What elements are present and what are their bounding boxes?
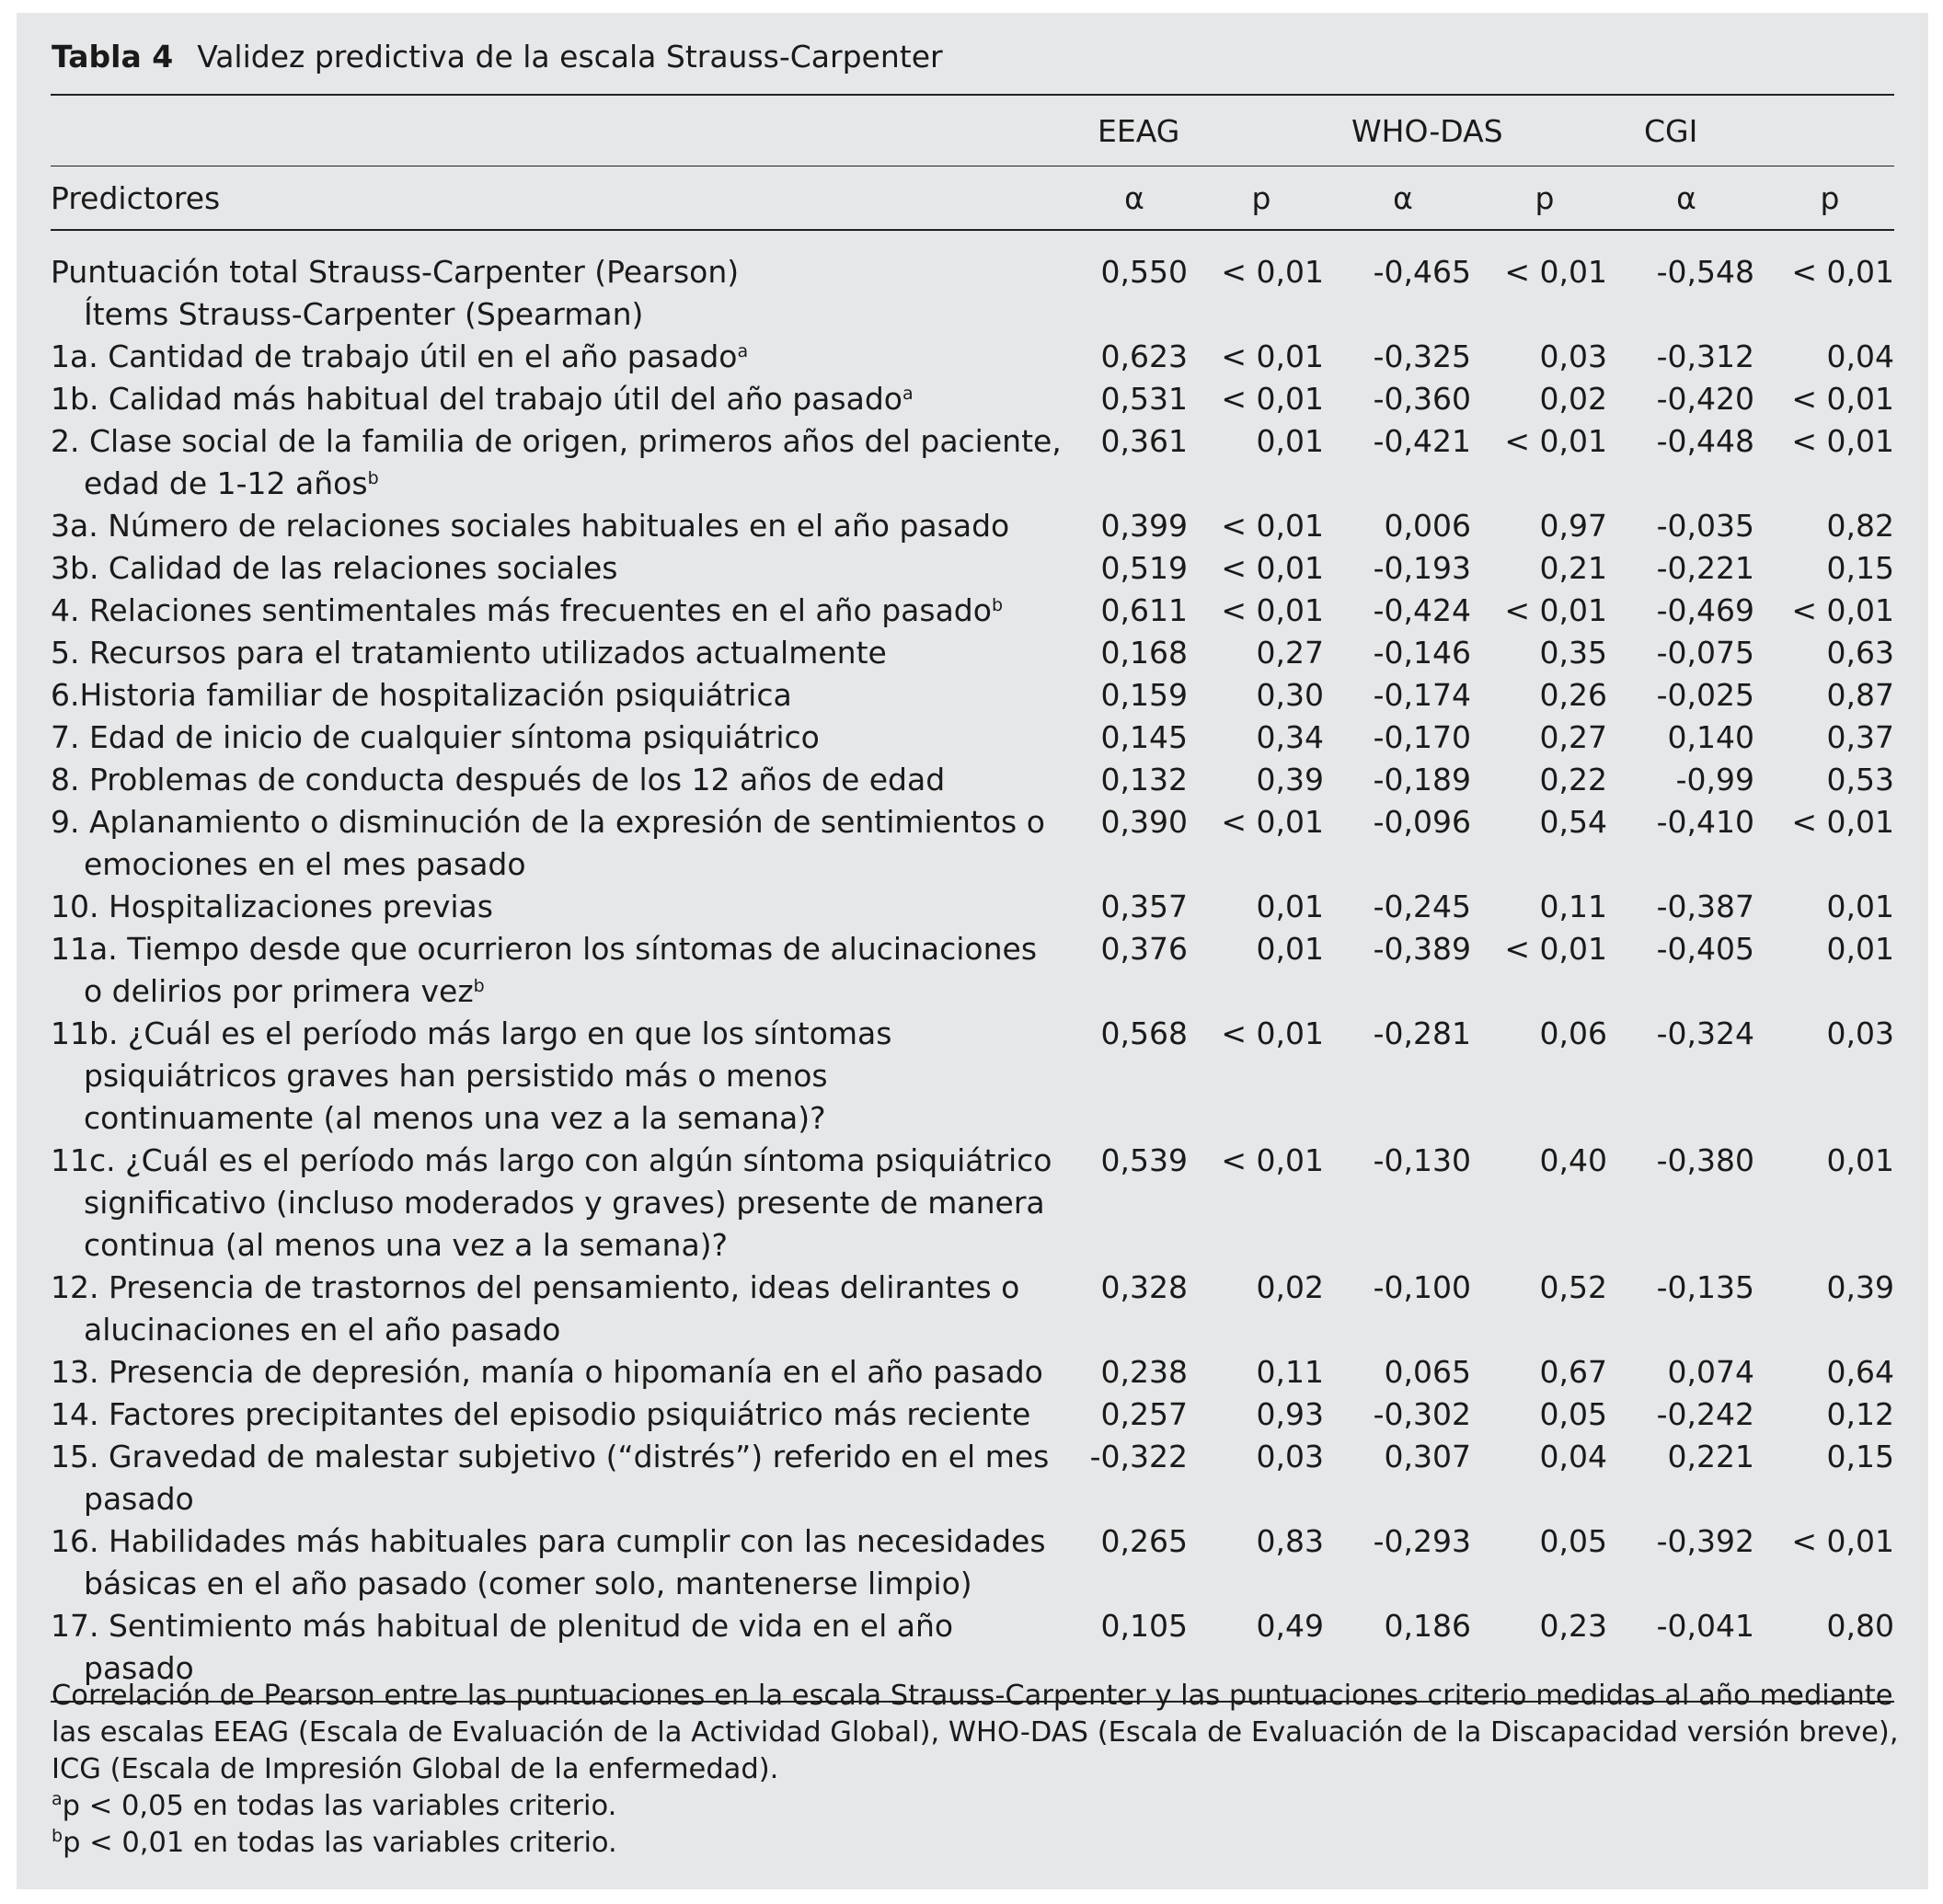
alpha-value: 0,074 <box>1667 1354 1754 1390</box>
predictor-cell: 9. Aplanamiento o disminución de la expresión de sentimientos o emociones en el mes pasado <box>51 804 1045 882</box>
predictor-cell: 11a. Tiempo desde que ocurrieron los síntomas de alucinaciones o delirios por primera vez$^b$ <box>51 931 1038 1009</box>
alpha-value: 0,065 <box>1384 1354 1471 1390</box>
alpha-value: 0,307 <box>1384 1439 1471 1474</box>
p-value: 0,05 <box>1539 1523 1607 1559</box>
p-value: 0,49 <box>1256 1608 1324 1644</box>
p-value: 0,12 <box>1826 1396 1894 1432</box>
alpha-value: 0,568 <box>1100 1015 1188 1051</box>
p-value: < 0,01 <box>1221 338 1324 374</box>
p-value: 0,04 <box>1826 338 1894 374</box>
alpha-value: -0,135 <box>1656 1269 1754 1305</box>
alpha-value: -0,548 <box>1656 254 1754 290</box>
p-value: 0,54 <box>1539 804 1607 840</box>
table-row <box>51 505 1894 547</box>
alpha-value: -0,170 <box>1373 719 1471 755</box>
alpha-value: -0,465 <box>1373 254 1471 290</box>
alpha-value: 0,376 <box>1100 931 1188 967</box>
alpha-value: -0,360 <box>1373 381 1471 417</box>
alpha-value: 0,539 <box>1100 1142 1188 1178</box>
alpha-value: -0,302 <box>1373 1396 1471 1432</box>
sub-header-alpha: α <box>1393 179 1413 216</box>
p-value: 0,97 <box>1539 508 1607 544</box>
p-value: 0,03 <box>1539 338 1607 374</box>
group-header-cgi: CGI <box>1644 112 1698 149</box>
p-value: < 0,01 <box>1791 423 1894 459</box>
sub-header-p: p <box>1535 179 1555 216</box>
p-value: 0,23 <box>1539 1608 1607 1644</box>
alpha-value: -0,99 <box>1675 762 1754 797</box>
p-value: < 0,01 <box>1221 254 1324 290</box>
p-value: < 0,01 <box>1221 1142 1324 1178</box>
predictor-cell: 4. Relaciones sentimentales más frecuentes en el año pasado$^b$ <box>51 592 1003 628</box>
p-value: 0,01 <box>1256 889 1324 924</box>
alpha-value: -0,281 <box>1373 1015 1471 1051</box>
table-footnotes <box>52 1678 1901 1862</box>
sub-header-p: p <box>1251 179 1271 216</box>
p-value: 0,22 <box>1539 762 1607 797</box>
alpha-value: 0,168 <box>1100 635 1188 671</box>
predictor-cell: 5. Recursos para el tratamiento utilizados actualmente <box>51 635 887 671</box>
alpha-value: -0,448 <box>1656 423 1754 459</box>
alpha-value: -0,421 <box>1373 423 1471 459</box>
predictor-cell: 7. Edad de inicio de cualquier síntoma psiquiátrico <box>51 719 820 755</box>
p-value: 0,63 <box>1826 635 1894 671</box>
p-value: 0,04 <box>1539 1439 1607 1474</box>
sub-header-p: p <box>1820 179 1840 216</box>
alpha-value: 0,132 <box>1100 762 1188 797</box>
alpha-value <box>1070 293 1199 336</box>
alpha-value: -0,322 <box>1089 1439 1188 1474</box>
p-value: 0,64 <box>1826 1354 1894 1390</box>
alpha-value: -0,221 <box>1656 550 1754 586</box>
predictor-cell: 3b. Calidad de las relaciones sociales <box>51 550 618 586</box>
predictor-cell: Puntuación total Strauss-Carpenter (Pearson) <box>51 254 740 290</box>
predictor-cell: 13. Presencia de depresión, manía o hipomanía en el año pasado <box>51 1354 1043 1390</box>
predictor-cell: 8. Problemas de conducta después de los 12 años de edad <box>51 762 946 797</box>
alpha-value: -0,025 <box>1656 677 1754 713</box>
table-title: Validez predictiva de la escala Strauss-Carpenter <box>197 39 943 75</box>
p-value: < 0,01 <box>1221 508 1324 544</box>
table-row <box>51 1267 1894 1351</box>
p-value: 0,37 <box>1826 719 1894 755</box>
table-row <box>51 1436 1894 1520</box>
p-value: 0,02 <box>1256 1269 1324 1305</box>
table-row <box>51 674 1894 717</box>
alpha-value: -0,035 <box>1656 508 1754 544</box>
predictor-cell: 10. Hospitalizaciones previas <box>51 889 493 924</box>
p-value <box>1482 293 1607 336</box>
alpha-value: -0,096 <box>1373 804 1471 840</box>
table-row <box>51 1520 1894 1605</box>
table-panel <box>17 13 1928 1889</box>
predictor-cell: 6.Historia familiar de hospitalización psiquiátrica <box>51 677 792 713</box>
p-value: < 0,01 <box>1791 592 1894 628</box>
alpha-value: -0,324 <box>1656 1015 1754 1051</box>
alpha-value: -0,312 <box>1656 338 1754 374</box>
table-body <box>51 230 1894 1702</box>
table-row <box>51 1013 1894 1140</box>
alpha-value: 0,531 <box>1100 381 1188 417</box>
alpha-value: -0,293 <box>1373 1523 1471 1559</box>
alpha-value: 0,105 <box>1100 1608 1188 1644</box>
p-value: 0,40 <box>1539 1142 1607 1178</box>
p-value: 0,27 <box>1256 635 1324 671</box>
p-value: < 0,01 <box>1504 931 1607 967</box>
alpha-value: 0,159 <box>1100 677 1188 713</box>
alpha-value: 0,140 <box>1667 719 1754 755</box>
alpha-value: 0,221 <box>1667 1439 1754 1474</box>
alpha-value: -0,146 <box>1373 635 1471 671</box>
p-value: 0,02 <box>1539 381 1607 417</box>
alpha-value: 0,145 <box>1100 719 1188 755</box>
p-value: 0,01 <box>1826 889 1894 924</box>
footnote-a: $^a$p < 0,05 en todas las variables criterio. <box>52 1789 617 1822</box>
alpha-value: -0,410 <box>1656 804 1754 840</box>
p-value: 0,01 <box>1256 423 1324 459</box>
p-value: 0,52 <box>1539 1269 1607 1305</box>
predictor-cell: 16. Habilidades más habituales para cumplir con las necesidades básicas en el año pasado (comer solo, mantenerse limpio) <box>51 1523 1046 1601</box>
p-value: 0,34 <box>1256 719 1324 755</box>
p-value: 0,93 <box>1256 1396 1324 1432</box>
alpha-value: -0,420 <box>1656 381 1754 417</box>
predictor-cell: 17. Sentimiento más habitual de plenitud de vida en el año pasado <box>51 1608 954 1686</box>
predictor-cell: 11c. ¿Cuál es el período más largo con algún síntoma psiquiátrico significativo (incluso moderados y graves) presente de manera continua (al menos una vez a la semana)? <box>51 1142 1052 1263</box>
p-value: < 0,01 <box>1221 804 1324 840</box>
p-value: 0,39 <box>1826 1269 1894 1305</box>
p-value: 0,01 <box>1826 931 1894 967</box>
p-value: 0,11 <box>1256 1354 1324 1390</box>
p-value: 0,67 <box>1539 1354 1607 1390</box>
p-value: 0,01 <box>1256 931 1324 967</box>
header-sub-row <box>51 166 1894 231</box>
alpha-value <box>1607 293 1765 336</box>
p-value: 0,15 <box>1826 1439 1894 1474</box>
table-row <box>51 928 1894 1013</box>
predictor-cell: 3a. Número de relaciones sociales habituales en el año pasado <box>51 508 1010 544</box>
p-value: < 0,01 <box>1791 381 1894 417</box>
p-value: 0,27 <box>1539 719 1607 755</box>
alpha-value: 0,357 <box>1100 889 1188 924</box>
table-label: Tabla 4 <box>52 39 174 75</box>
alpha-value: -0,041 <box>1656 1608 1754 1644</box>
sub-header-alpha: α <box>1676 179 1696 216</box>
p-value: 0,82 <box>1826 508 1894 544</box>
alpha-value: 0,399 <box>1100 508 1188 544</box>
alpha-value: -0,174 <box>1373 677 1471 713</box>
p-value: < 0,01 <box>1221 381 1324 417</box>
alpha-value: -0,242 <box>1656 1396 1754 1432</box>
alpha-value: -0,469 <box>1656 592 1754 628</box>
alpha-value: -0,245 <box>1373 889 1471 924</box>
p-value: 0,30 <box>1256 677 1324 713</box>
table-row <box>51 547 1894 590</box>
table-row <box>51 717 1894 759</box>
p-value <box>1765 293 1894 336</box>
alpha-value: 0,623 <box>1100 338 1188 374</box>
alpha-value: 0,186 <box>1384 1608 1471 1644</box>
alpha-value: -0,100 <box>1373 1269 1471 1305</box>
alpha-value: -0,075 <box>1656 635 1754 671</box>
p-value: 0,83 <box>1256 1523 1324 1559</box>
table-row <box>51 759 1894 801</box>
p-value: < 0,01 <box>1504 592 1607 628</box>
alpha-value: 0,390 <box>1100 804 1188 840</box>
p-value: < 0,01 <box>1504 423 1607 459</box>
p-value: 0,26 <box>1539 677 1607 713</box>
table-row <box>51 230 1894 293</box>
predictor-cell: 14. Factores precipitantes del episodio psiquiátrico más reciente <box>51 1396 1031 1432</box>
p-value: < 0,01 <box>1504 254 1607 290</box>
p-value: < 0,01 <box>1221 592 1324 628</box>
predictor-cell: 1b. Calidad más habitual del trabajo útil del año pasado$^a$ <box>51 381 914 417</box>
table-row <box>51 801 1894 886</box>
alpha-value: 0,257 <box>1100 1396 1188 1432</box>
alpha-value: -0,392 <box>1656 1523 1754 1559</box>
predictor-cell: 11b. ¿Cuál es el período más largo en que los síntomas psiquiátricos graves han persistido más o menos continuamente (al menos una vez a la semana)? <box>51 1015 892 1136</box>
alpha-value: 0,361 <box>1100 423 1188 459</box>
p-value: 0,03 <box>1826 1015 1894 1051</box>
p-value: 0,87 <box>1826 677 1894 713</box>
table-row <box>51 886 1894 928</box>
p-value: 0,80 <box>1826 1608 1894 1644</box>
alpha-value: 0,550 <box>1100 254 1188 290</box>
alpha-value: -0,387 <box>1656 889 1754 924</box>
p-value: 0,05 <box>1539 1396 1607 1432</box>
p-value: < 0,01 <box>1221 1015 1324 1051</box>
p-value: 0,15 <box>1826 550 1894 586</box>
alpha-value: -0,130 <box>1373 1142 1471 1178</box>
alpha-value: 0,006 <box>1384 508 1471 544</box>
footnote-b: $^b$p < 0,01 en todas las variables criterio. <box>52 1826 617 1859</box>
p-value <box>1199 293 1324 336</box>
table-row <box>51 293 1894 336</box>
alpha-value: -0,193 <box>1373 550 1471 586</box>
p-value: 0,01 <box>1826 1142 1894 1178</box>
alpha-value: -0,325 <box>1373 338 1471 374</box>
p-value: 0,39 <box>1256 762 1324 797</box>
table-row <box>51 632 1894 674</box>
group-header-whodas: WHO-DAS <box>1351 112 1503 149</box>
p-value: < 0,01 <box>1791 254 1894 290</box>
p-value: 0,53 <box>1826 762 1894 797</box>
sub-header-alpha: α <box>1124 179 1144 216</box>
table-caption <box>52 39 943 75</box>
p-value: 0,11 <box>1539 889 1607 924</box>
alpha-value: -0,405 <box>1656 931 1754 967</box>
alpha-value <box>1324 293 1482 336</box>
alpha-value: 0,611 <box>1100 592 1188 628</box>
p-value: 0,06 <box>1539 1015 1607 1051</box>
alpha-value: 0,328 <box>1100 1269 1188 1305</box>
footnote-main: Correlación de Pearson entre las puntuaciones en la escala Strauss-Carpenter y las puntuaciones criterio medidas al año mediante las escalas EEAG (Escala de Evaluación de la Actividad Global), WHO-DAS (Escala de Evaluación de la Discapacidad versión breve), ICG (Escala de Impresión Global de la enfermedad). <box>52 1680 1899 1785</box>
predictor-cell: 1a. Cantidad de trabajo útil en el año pasado$^a$ <box>51 338 749 374</box>
alpha-value: -0,389 <box>1373 931 1471 967</box>
predictor-cell: Ítems Strauss-Carpenter (Spearman) <box>84 296 644 332</box>
alpha-value: -0,424 <box>1373 592 1471 628</box>
table-row <box>51 420 1894 505</box>
predictor-cell: 12. Presencia de trastornos del pensamiento, ideas delirantes o alucinaciones en el año pasado <box>51 1269 1020 1348</box>
table-row <box>51 1351 1894 1394</box>
predictor-header: Predictores <box>51 179 221 216</box>
predictor-cell: 2. Clase social de la familia de origen, primeros años del paciente, edad de 1-12 años$^b$ <box>51 423 1062 501</box>
predictive-validity-table <box>51 94 1894 1703</box>
alpha-value: -0,189 <box>1373 762 1471 797</box>
alpha-value: 0,265 <box>1100 1523 1188 1559</box>
p-value: < 0,01 <box>1221 550 1324 586</box>
table-row <box>51 1140 1894 1267</box>
predictor-cell: 15. Gravedad de malestar subjetivo (“distrés”) referido en el mes pasado <box>51 1439 1050 1517</box>
alpha-value: 0,519 <box>1100 550 1188 586</box>
table-row <box>51 336 1894 378</box>
table-row <box>51 1394 1894 1436</box>
table-row <box>51 378 1894 420</box>
alpha-value: 0,238 <box>1100 1354 1188 1390</box>
p-value: 0,35 <box>1539 635 1607 671</box>
group-header-eeag: EEAG <box>1098 112 1180 149</box>
header-group-row <box>51 95 1894 166</box>
alpha-value: -0,380 <box>1656 1142 1754 1178</box>
p-value: < 0,01 <box>1791 804 1894 840</box>
p-value: < 0,01 <box>1791 1523 1894 1559</box>
p-value: 0,03 <box>1256 1439 1324 1474</box>
p-value: 0,21 <box>1539 550 1607 586</box>
table-row <box>51 590 1894 632</box>
